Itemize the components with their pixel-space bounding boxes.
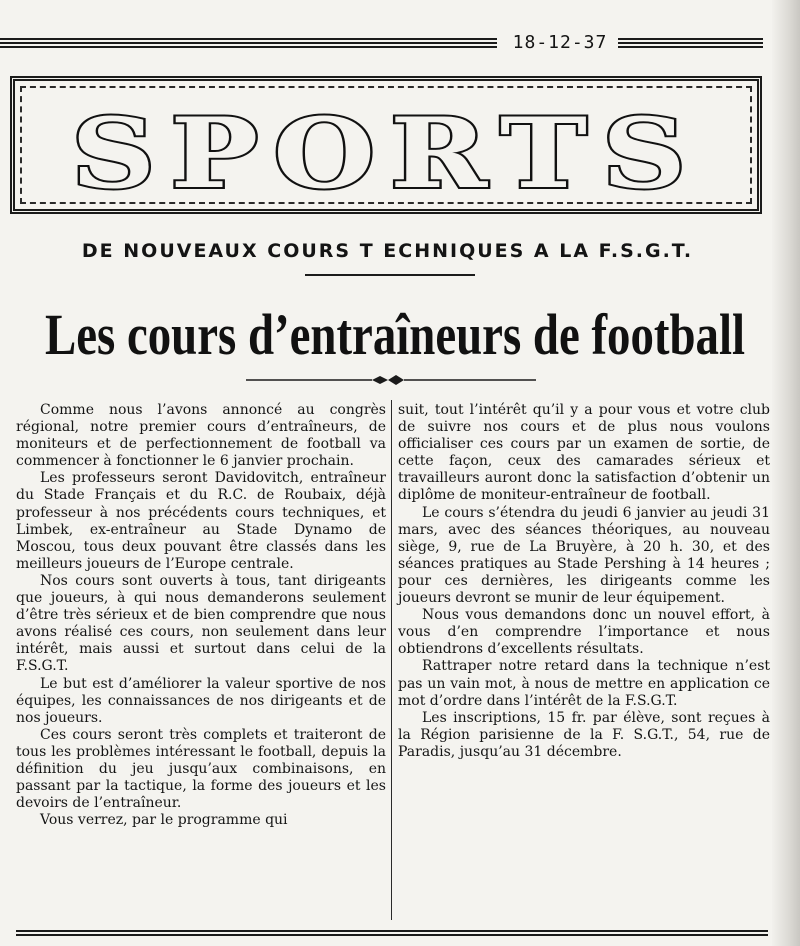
col1-paragraph: Les professeurs seront Davidovitch, entraîneur du Stade Français et du R.C. de Roubaix, déjà professeur à nos précédents cours techniques, et Limbek, ex-entraîneur au Stade Dynamo de Moscou, tous deux pouvant être classés dans les meilleurs joueurs de l’Europe centrale. bbox=[16, 470, 386, 572]
article-column-2 bbox=[398, 402, 770, 761]
col1-paragraph: Ces cours seront très complets et traiteront de tous les problèmes intéressant le football, depuis la définition du jeu jusqu’aux combinaisons, en passant par la tactique, la forme des joueurs et les devoirs de l’entraîneur. bbox=[16, 726, 386, 812]
col2-paragraph: Nous vous demandons donc un nouvel effort, à vous d’en comprendre l’importance et nous obtiendrons d’excellents résultats. bbox=[398, 607, 770, 658]
col1-paragraph: Comme nous l’avons annoncé au congrès régional, notre premier cours d’entraîneurs, de moniteurs et de perfectionnement de football va commencer à fonctionner le 6 janvier prochain. bbox=[16, 402, 386, 470]
top-rule-left bbox=[0, 38, 497, 48]
col2-paragraph: Rattraper notre retard dans la technique n’est pas un vain mot, à nous de mettre en application ce mot d’ordre dans l’intérêt de la F.S.G.T. bbox=[398, 658, 770, 709]
article-headline: Les cours d’entraîneurs de football bbox=[45, 302, 745, 367]
col1-paragraph: Nos cours sont ouverts à tous, tant dirigeants que joueurs, à qui nous demanderons seulement d’être très sérieux et de bien comprendre que nous avons réalisé ces cours, non seulement dans leur intérêt, mais aussi et surtout dans celui de la F.S.G.T. bbox=[16, 572, 386, 675]
column-divider bbox=[391, 400, 392, 920]
col1-paragraph: Le but est d’améliorer la valeur sportive de nos équipes, les connaissances de nos dirigeants et de nos joueurs. bbox=[16, 675, 386, 726]
col2-paragraph: Les inscriptions, 15 fr. par élève, sont reçues à la Région parisienne de la F. S.G.T., 54, rue de Paradis, jusqu’au 31 décembre. bbox=[398, 709, 770, 760]
kicker-rule bbox=[305, 274, 475, 276]
article-headline-box bbox=[10, 298, 780, 368]
col2-paragraph: Le cours s’étendra du jeudi 6 janvier au jeudi 31 mars, avec des séances théoriques, au nouveau siège, 9, rue de La Bruyère, à 20 h. 30, et des séances pratiques au Stade Pershing à 14 heures ; pour ces dernières, les dirigeants comme les joueurs devront se munir de leur équipement. bbox=[398, 504, 770, 607]
sports-title: SPORTS bbox=[71, 97, 701, 209]
article-kicker: DE NOUVEAUX COURS T ECHNIQUES A LA F.S.G.T. bbox=[81, 240, 694, 262]
bottom-rule bbox=[16, 930, 768, 938]
ornament-divider bbox=[246, 372, 536, 388]
col2-paragraph: suit, tout l’intérêt qu’il y a pour vous et votre club de suivre nos cours et de plus nous voulons officialiser ces cours par un examen de sortie, de cette façon, ceux des camarades sérieux et travailleurs auront donc la satisfaction d’obtenir un diplôme de moniteur-entraîneur de football. bbox=[398, 402, 770, 504]
page-edge-shadow bbox=[772, 0, 800, 946]
sports-banner-art bbox=[15, 81, 757, 209]
issue-date: 18-12-37 bbox=[512, 32, 608, 53]
sports-banner bbox=[10, 76, 762, 214]
col1-paragraph: Vous verrez, par le programme qui bbox=[40, 812, 288, 829]
article-column-1 bbox=[16, 402, 386, 829]
top-rule-right bbox=[618, 38, 763, 48]
